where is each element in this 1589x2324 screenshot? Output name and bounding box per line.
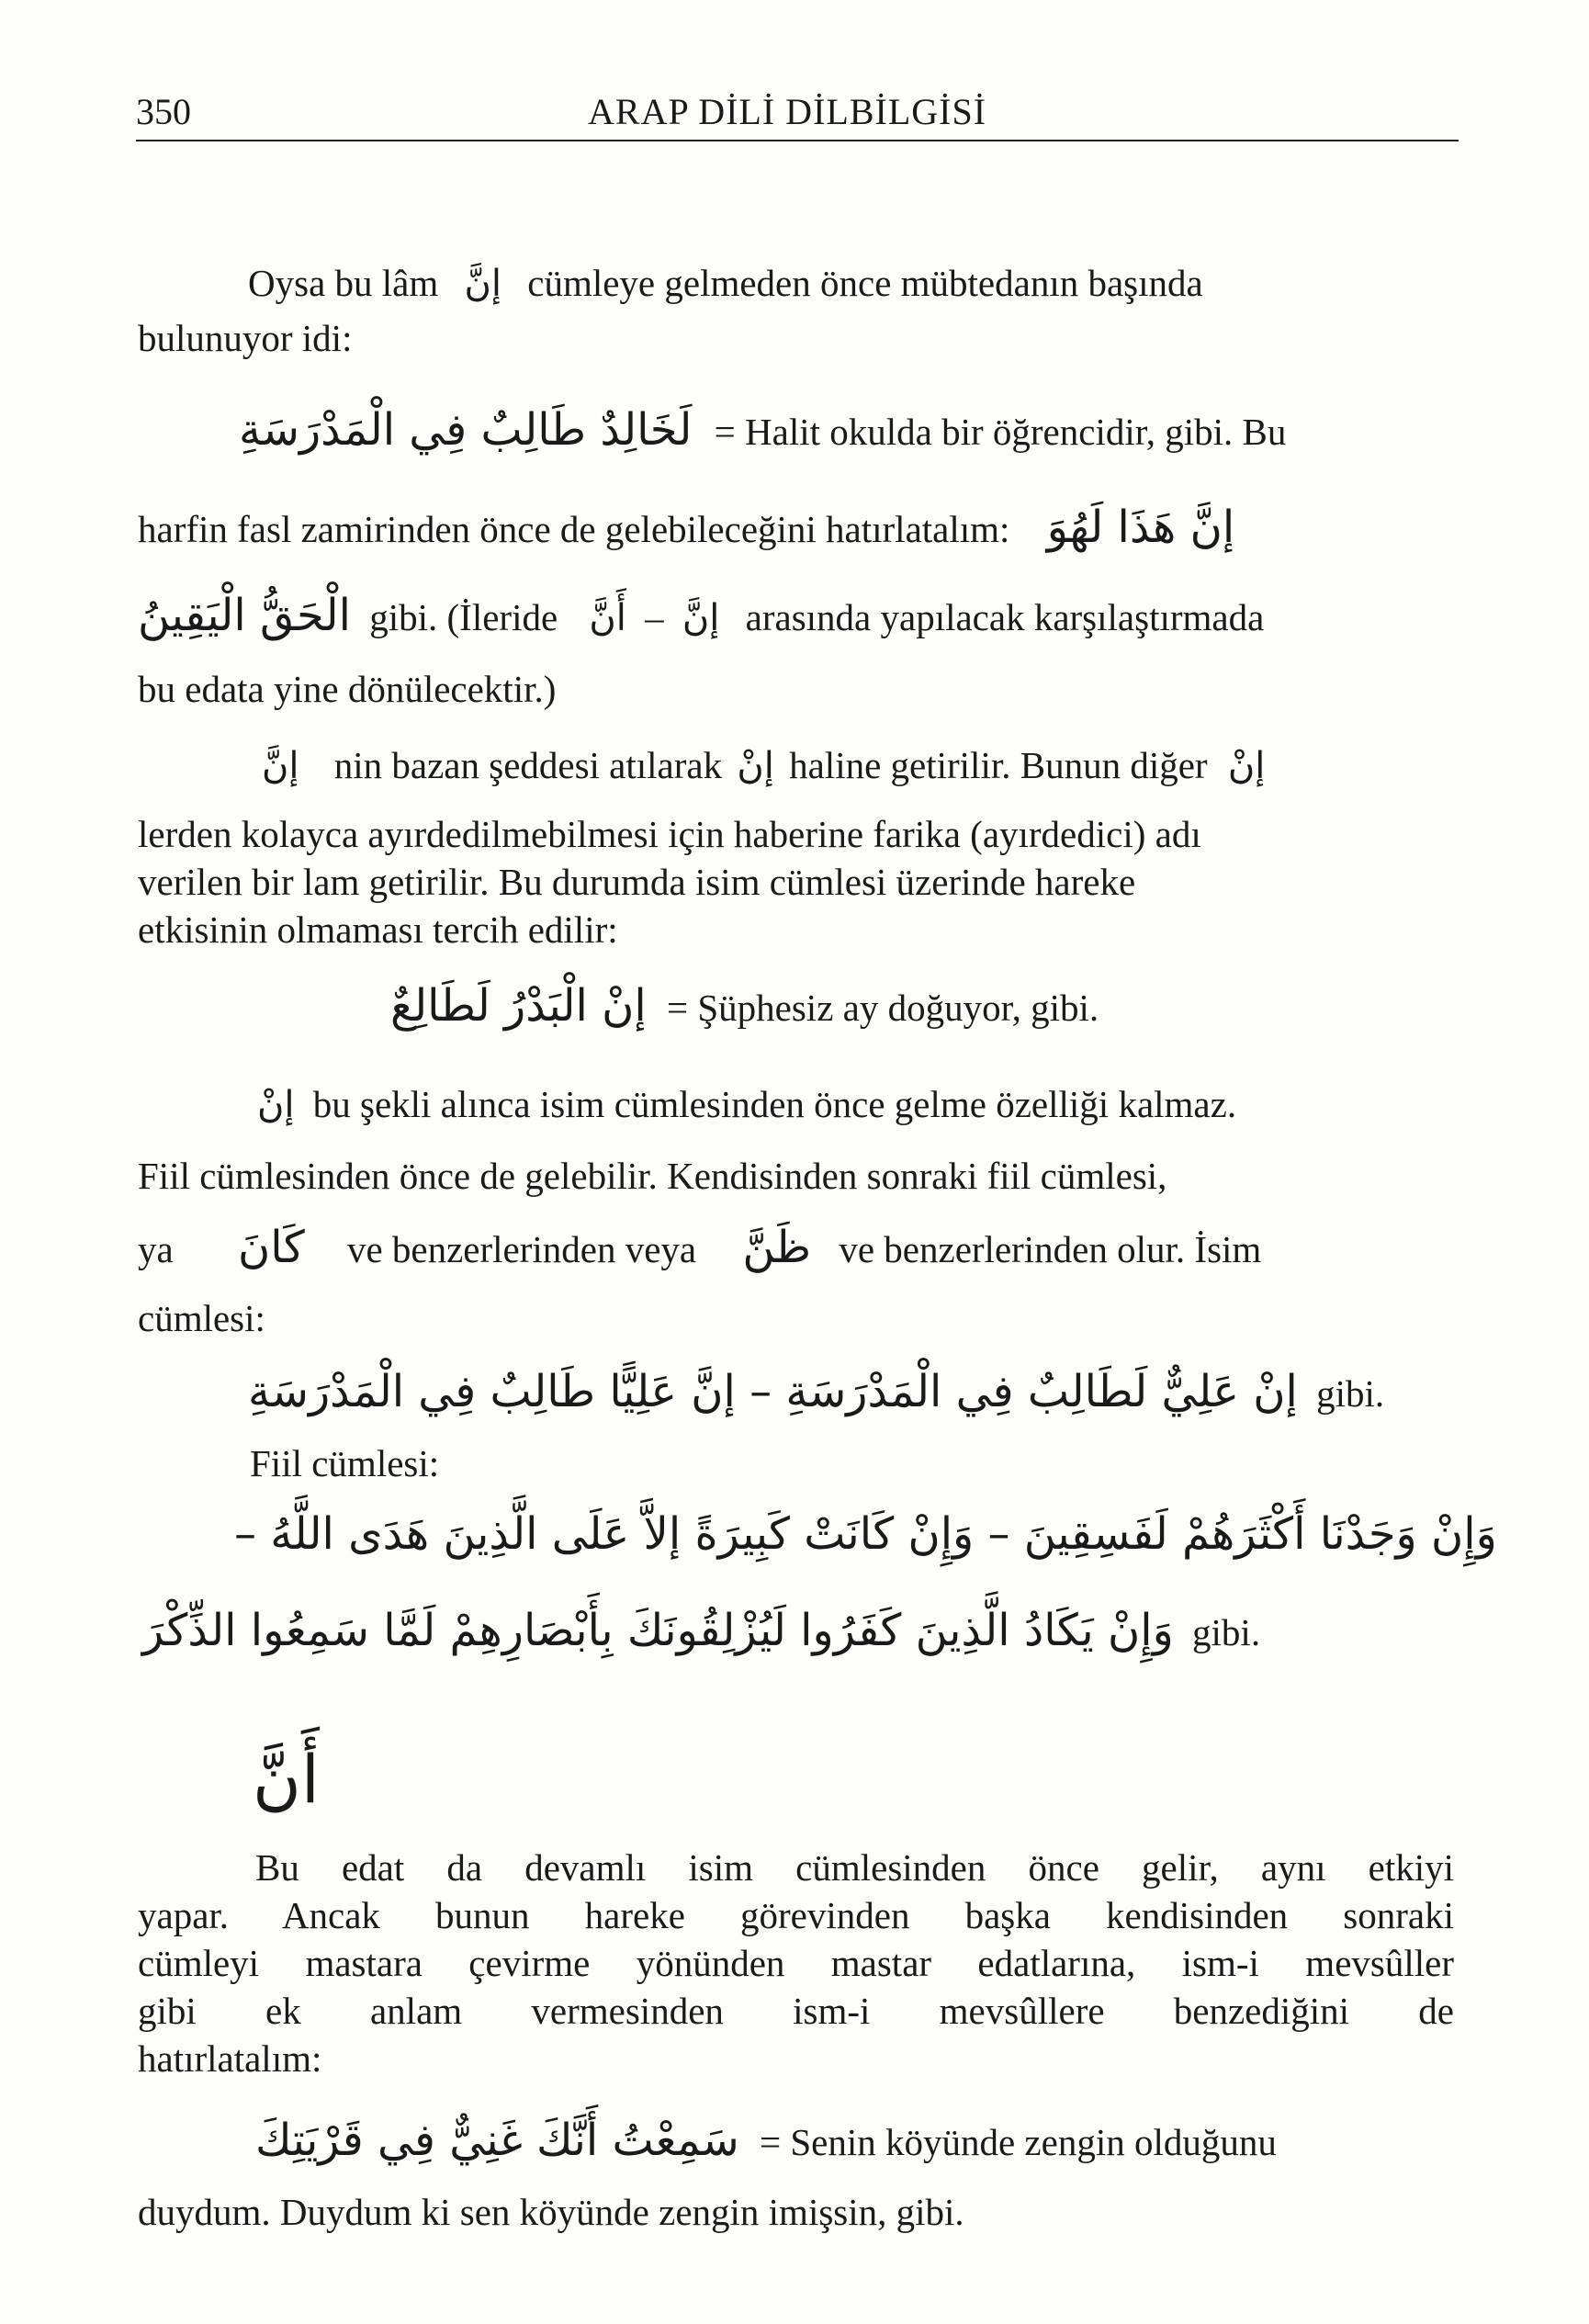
text-line: hatırlatalım: <box>138 2037 322 2080</box>
text-line <box>390 980 1099 1032</box>
text-line: gibi ek anlam vermesinden ism-i mevsûllere benzediğini de <box>138 1990 1454 2032</box>
text-segment: ya <box>138 1228 174 1270</box>
text-line: Fiil cümlesinden önce de gelebilir. Kendisinden sonraki fiil cümlesi, <box>138 1155 1167 1197</box>
header-rule <box>136 140 1459 141</box>
text-segment: = Senin köyünde zengin olduğunu <box>759 2121 1277 2163</box>
arabic-word: ظَنَّ <box>742 1222 812 1273</box>
text-line: yapar. Ancak bunun hareke görevinden başka kendisinden sonraki <box>138 1894 1454 1936</box>
text-segment: = Şüphesiz ay doğuyor, gibi. <box>666 987 1099 1029</box>
arabic-word: إنَّ <box>682 597 720 639</box>
text-segment: gibi. <box>1316 1372 1385 1415</box>
text-segment: nin bazan şeddesi atılarak <box>333 744 723 786</box>
text-line: bulunuyor idi: <box>138 317 353 359</box>
text-line: Bu edat da devamlı isim cümlesinden önce gelir, aynı etkiyi <box>255 1846 1454 1889</box>
arabic-verse: وَإِنْ وَجَدْنَا أَكْثَرَهُمْ لَفَسِقِينَ – وَإِنْ كَانَتْ كَبِيرَةً إلاَّ عَلَى الَّذِينَ هَدَى اللَّهُ – <box>234 1508 1497 1560</box>
text-line: cümlesi: <box>138 1297 265 1339</box>
text-segment: bu şekli alınca isim cümlesinden önce gelme özelliği kalmaz. <box>312 1083 1237 1125</box>
arabic-word: إنْ <box>737 745 774 787</box>
arabic-word: إنْ <box>257 1084 295 1126</box>
arabic-word: إنَّ <box>464 263 501 305</box>
arabic-phrase: لَخَالِدٌ طَالِبٌ فِي الْمَدْرَسَةِ <box>239 404 693 456</box>
arabic-phrase: سَمِعْتُ أَنَّكَ غَنِيٌّ فِي قَرْيَتِكَ <box>255 2115 739 2166</box>
text-line <box>257 1081 1236 1128</box>
arabic-phrase: إنْ عَلِيٌّ لَطَالِبٌ فِي الْمَدْرَسَةِ – إنَّ عَلِيًّا طَالِبٌ فِي الْمَدْرَسَةِ <box>248 1366 1298 1417</box>
text-line <box>142 1605 1261 1656</box>
arabic-verse: وَإِنْ يَكَادُ الَّذِينَ كَفَرُوا لَيُزْلِقُونَكَ بِأَبْصَارِهِمْ لَمَّا سَمِعُوا الذِّكْرَ <box>142 1605 1174 1656</box>
text-line: verilen bir lam getirilir. Bu durumda isim cümlesi üzerinde hareke <box>138 861 1136 903</box>
text-line <box>262 742 1265 789</box>
text-line: lerden kolayca ayırdedilmebilmesi için haberine farika (ayırdedici) adı <box>138 813 1201 855</box>
text-line: etkisinin olmaması tercih edilir: <box>138 908 618 951</box>
text-segment: harfin fasl zamirinden önce de gelebileceğini hatırlatalım: <box>138 508 1010 550</box>
arabic-word: إنْ <box>1227 745 1266 787</box>
text-line <box>138 504 1234 552</box>
text-line <box>239 404 1287 456</box>
text-segment: haline getirilir. Bunun diğer <box>789 744 1208 786</box>
text-segment: ve benzerlerinden olur. İsim <box>839 1228 1262 1270</box>
text-segment: Oysa bu lâm <box>248 262 439 304</box>
running-header-title: ARAP DİLİ DİLBİLGİSİ <box>588 91 987 132</box>
text-line: Fiil cümlesi: <box>250 1442 440 1484</box>
text-segment: cümleye gelmeden önce mübtedanın başında <box>527 262 1203 304</box>
section-heading: أَنَّ <box>253 1741 320 1818</box>
text-segment: arasında yapılacak karşılaştırmada <box>745 596 1265 638</box>
arabic-word: أَنَّ <box>589 597 626 639</box>
text-line <box>255 2117 1277 2165</box>
text-line: cümleyi mastara çevirme yönünden mastar edatlarına, ism-i mevsûller <box>138 1942 1454 1984</box>
text-segment: gibi. <box>1192 1611 1261 1653</box>
arabic-phrase: إنَّ هَذَا لَهُوَ <box>1046 502 1235 553</box>
arabic-phrase: الْحَقُّ الْيَقِينُ <box>138 590 351 641</box>
text-segment: = Halit okulda bir öğrencidir, gibi. Bu <box>714 411 1287 453</box>
page-number: 350 <box>136 91 191 132</box>
arabic-word: إنَّ <box>262 745 299 787</box>
text-segment: ve benzerlerinden veya <box>346 1228 697 1270</box>
text-line: bu edata yine dönülecektir.) <box>138 668 557 710</box>
text-line <box>248 260 1203 307</box>
text-segment: gibi. (İleride <box>369 596 558 638</box>
text-line: duydum. Duydum ki sen köyünde zengin imişsin, gibi. <box>138 2191 964 2233</box>
text-line <box>248 1366 1385 1417</box>
arabic-word: كَانَ <box>237 1222 305 1273</box>
text-line <box>234 1508 1497 1560</box>
text-line <box>138 592 1264 641</box>
arabic-phrase: إنْ الْبَدْرُ لَطَالِعٌ <box>390 980 647 1032</box>
text-line <box>138 1224 1261 1272</box>
text-segment: – <box>645 596 664 638</box>
